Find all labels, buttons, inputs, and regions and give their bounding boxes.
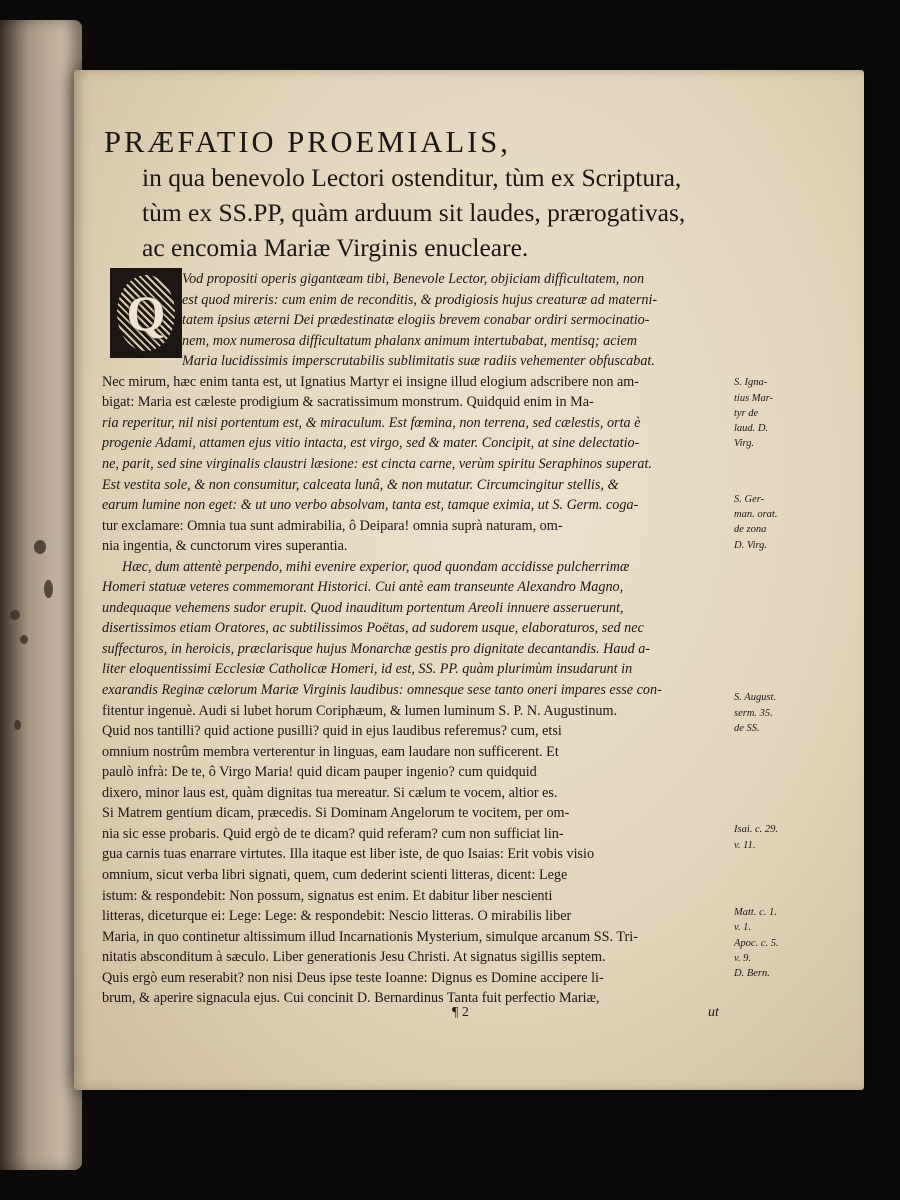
margin-note: D. Virg. [734, 540, 767, 551]
body-line: undequaque vehemens sudor erupit. Quod inauditum portentum Areoli innuere asseruerunt, [102, 599, 624, 616]
margin-note: v. 1. [734, 922, 752, 933]
body-line: Est vestita sole, & non consumitur, calceata lunâ, & non mutatur. Circumcingitur stellis, & [102, 476, 619, 493]
body-line: Si Matrem gentium dicam, præcedis. Si Dominam Angelorum te vocitem, per om- [102, 805, 570, 822]
body-line: litteras, diceturque ei: Lege: Lege: & respondebit: Nescio litteras. O mirabilis liber [102, 908, 572, 925]
book-page [74, 70, 864, 1090]
body-line: dixero, minor laus est, quàm dignitas tua mereatur. Si cælum te vocem, altior es. [102, 784, 558, 801]
body-line: paulò infrà: De te, ô Virgo Maria! quid dicam pauper ingenio? cum quidquid [102, 764, 537, 781]
body-line: Homeri statuæ veteres commemorant Historici. Cui antè eam transeunte Alexandro Magno, [102, 579, 624, 596]
ink-stain [20, 635, 28, 644]
margin-note: S. August. [734, 692, 777, 703]
margin-note: tius Mar- [734, 393, 774, 404]
margin-note: de zona [734, 524, 767, 535]
margin-note: S. Ger- [734, 494, 765, 505]
margin-note: S. Igna- [734, 377, 768, 388]
body-line: nia sic esse probaris. Quid ergò de te dicam? quid referam? cum non sufficiat lin- [102, 825, 564, 842]
initial-letter: Q [126, 285, 166, 341]
margin-note: laud. D. [734, 423, 769, 434]
decorated-initial [110, 268, 182, 358]
body-line: istum: & respondebit: Non possum, signatus est enim. Et dabitur liber nescienti [102, 887, 553, 904]
body-line: Quid nos tantilli? quid actione pusilli? quid in ejus laudibus referemus? cum, etsi [102, 723, 562, 740]
body-line: Nec mirum, hæc enim tanta est, ut Ignatius Martyr ei insigne illud elogium adscribere non am- [102, 373, 640, 390]
facing-page-edge [0, 20, 82, 1170]
margin-note: man. orat. [734, 509, 778, 520]
margin-note: v. 9. [734, 953, 752, 964]
body-line: omnium nostrûm membra verterentur in linguas, eam laudare non sufficerent. Et [102, 743, 559, 760]
margin-note: Apoc. c. 5. [734, 938, 779, 949]
margin-note: serm. 35. [734, 708, 773, 719]
body-line: Maria, in quo continetur altissimum illud Incarnationis Mysterium, simulque arcanum SS. Tri- [102, 928, 638, 945]
body-line: exarandis Reginæ cælorum Mariæ Virginis laudibus: omnesque sese tanto oneri impares esse con- [102, 682, 662, 698]
margin-note: Virg. [734, 438, 755, 449]
body-line: brum, & aperire signacula ejus. Cui concinit D. Bernardinus Tanta fuit perfectio Mariæ, [102, 990, 600, 1007]
body-line: Hæc, dum attentè perpendo, mihi evenire experior, quod quondam accidisse pulcherrimæ [122, 558, 630, 575]
ink-stain [44, 580, 53, 598]
subtitle-line: ac encomia Mariæ Virginis enucleare. [142, 233, 529, 262]
body-line: ria reperitur, nil nisi portentum est, & miraculum. Est fœmina, non terrena, sed cælestis, orta è [102, 414, 641, 431]
body-line: fitentur ingenuè. Audi si lubet horum Coriphæum, & lumen luminum S. P. N. Augustinum. [102, 702, 618, 719]
body-line: Vod propositi operis gigantæam tibi, Benevole Lector, objiciam difficultatem, non [182, 271, 645, 287]
body-line: earum lumine non eget: & ut uno verbo absolvam, tanta est, tamque eximia, ut S. Germ. coga- [102, 497, 639, 514]
signature-mark: ¶ 2 [452, 1005, 469, 1020]
margin-note: D. Bern. [734, 968, 770, 979]
body-line: liter eloquentissimi Ecclesiæ Catholicæ Homeri, id est, SS. PP. quàm plurimùm insudarunt in [102, 661, 633, 678]
body-line: suffecturos, in heroicis, præclarisque hujus Monarchæ gestis pro dignitate decantandis. Haud a- [102, 640, 651, 657]
body-line: omnium, sicut verba libri signati, quem, cum dederint scienti litteras, dicent: Lege [102, 866, 568, 883]
body-line: Maria lucidissimis imperscrutabilis sublimitatis suæ radiis vehementer obfuscabat. [182, 353, 655, 370]
body-line: gua carnis tuas enarrare virtutes. Illa itaque est liber iste, de quo Isaias: Erit vobis visio [102, 846, 595, 863]
body-line: progenie Adami, attamen ejus vitio intacta, est virgo, sed & mater. Concipit, at sine delectatio- [102, 435, 640, 452]
body-line: Quis ergò eum reserabit? non nisi Deus ipse teste Ioanne: Dignus es Domine accipere li- [102, 969, 604, 986]
ink-stain [10, 610, 20, 620]
margin-note: de SS. [734, 723, 760, 734]
page-title: PRÆFATIO PROEMIALIS, [104, 125, 511, 159]
ink-stain [34, 540, 46, 554]
margin-note: v. 11. [734, 840, 756, 851]
body-line: tur exclamare: Omnia tua sunt admirabilia, ô Deipara! omnia suprà naturam, om- [102, 517, 563, 534]
body-line: ne, parit, sed sine virginalis claustri læsione: est cincta carne, verùm spiritu Seraphinos superat. [102, 455, 652, 472]
subtitle-line: in qua benevolo Lectori ostenditur, tùm ex Scriptura, [142, 163, 682, 192]
margin-note: Matt. c. 1. [734, 907, 777, 918]
body-line: disertissimos etiam Oratores, ac subtilissimos Poëtas, ad sudorem usque, elaboraturos, sed nec [102, 620, 644, 637]
body-line: tatem ipsius æterni Dei prædestinatæ elogiis brevem conabar ordiri sermocinatio- [182, 312, 650, 329]
ink-stain [14, 720, 21, 730]
margin-note: tyr de [734, 408, 759, 419]
body-line: nem, mox numerosa difficultatum phalanx animum intertubabat, mentisq; aciem [182, 332, 637, 349]
margin-note: Isai. c. 29. [734, 824, 779, 835]
subtitle-line: tùm ex SS.PP, quàm arduum sit laudes, prærogativas, [142, 198, 686, 227]
body-line: nia ingentia, & cunctorum vires superantia. [102, 538, 348, 555]
body-line: nitatis absconditum à sæculo. Liber generationis Jesu Christi. At signatus sigillis septem. [102, 949, 606, 966]
catchword: ut [708, 1005, 719, 1020]
body-line: bigat: Maria est cæleste prodigium & sacratissimum monstrum. Quidquid enim in Ma- [102, 394, 594, 411]
body-line: est quod mireris: cum enim de reconditis, & prodigiosis hujus creaturæ ad materni- [182, 291, 658, 308]
